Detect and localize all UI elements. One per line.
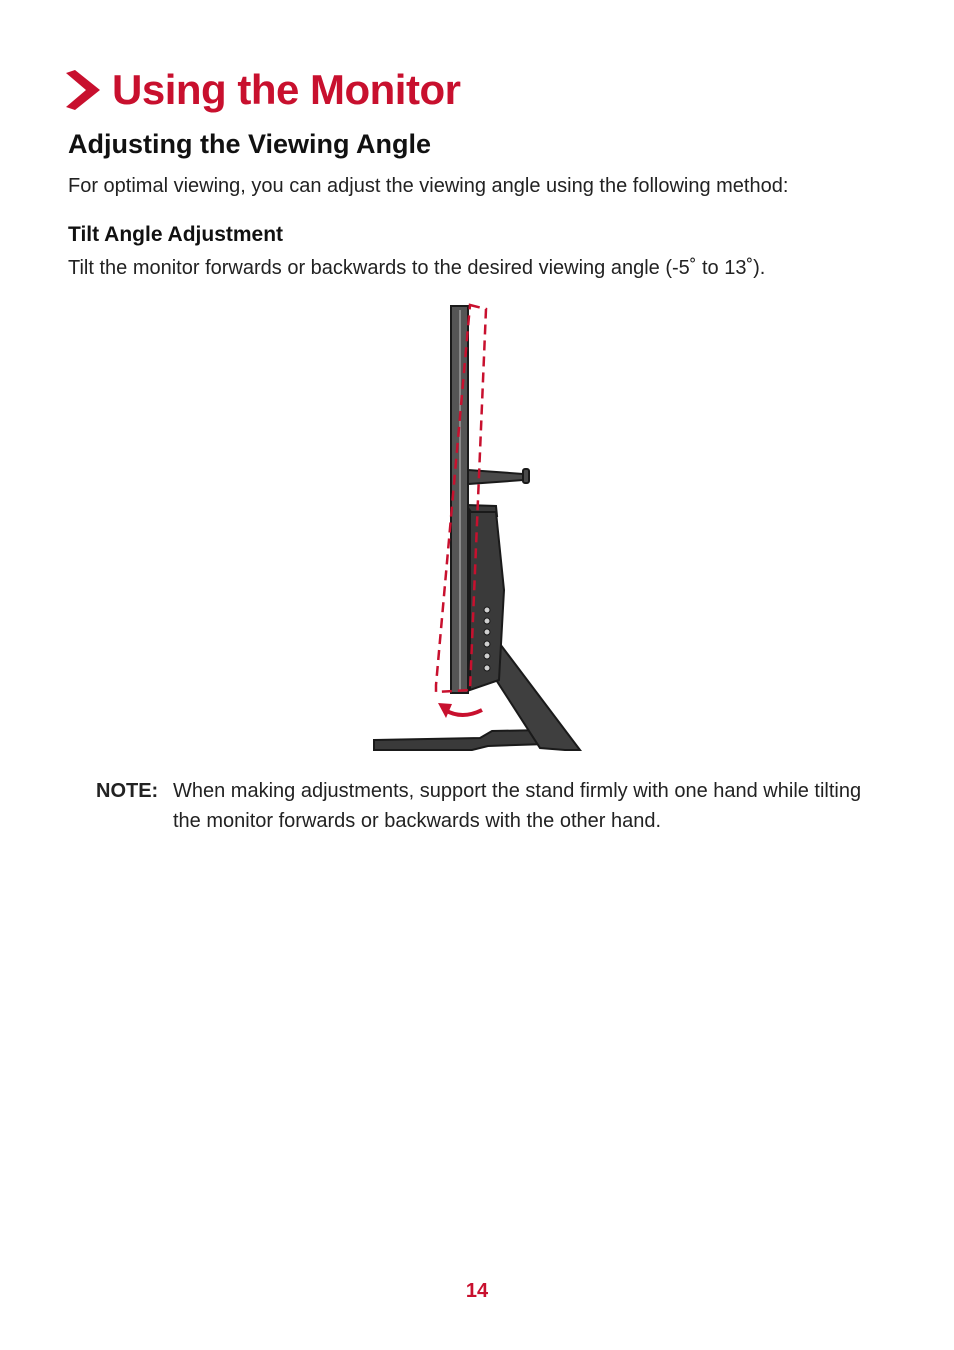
monitor-housing bbox=[470, 512, 504, 690]
chapter-heading bbox=[66, 62, 460, 118]
monitor-tilt-illustration-icon bbox=[360, 298, 600, 758]
section-title: Adjusting the Viewing Angle bbox=[68, 129, 432, 159]
subsection-title: Tilt Angle Adjustment bbox=[68, 223, 284, 246]
headphone-hook bbox=[468, 470, 524, 484]
page-number: 14 bbox=[465, 1280, 489, 1302]
note-text: When making adjustments, support the stand firmly with one hand while tilting the monitor forwards or backwards with the other hand. bbox=[173, 780, 862, 832]
note-label: NOTE: bbox=[96, 780, 159, 802]
curved-arrow-icon bbox=[445, 710, 482, 715]
stand-base bbox=[374, 730, 546, 750]
section-intro: For optimal viewing, you can adjust the viewing angle using the following method: bbox=[68, 175, 789, 197]
note bbox=[96, 776, 896, 836]
chevron-right-icon bbox=[66, 70, 102, 110]
chapter-title: Using the Monitor bbox=[112, 66, 461, 113]
tilt-description: Tilt the monitor forwards or backwards to the desired viewing angle (-5˚ to 13˚). bbox=[68, 257, 766, 279]
